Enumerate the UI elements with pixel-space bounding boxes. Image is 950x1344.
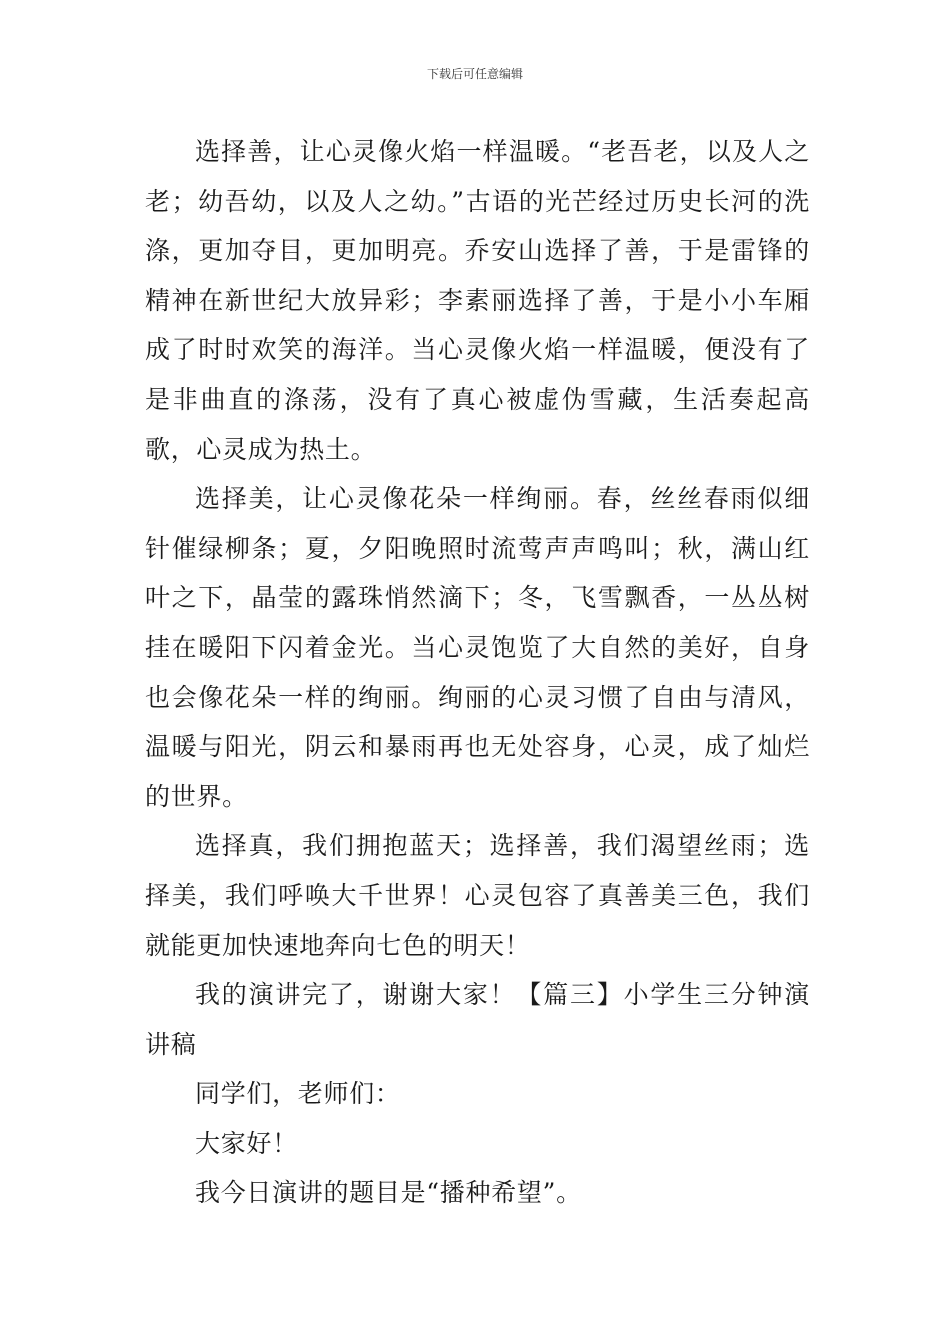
paragraph-truth-goodness-beauty: 选择真，我们拥抱蓝天；选择善，我们渴望丝雨；选择美，我们呼唤大千世界！心灵包容了真善美三色，我们就能更加快速地奔向七色的明天！ [145,831,810,960]
paragraph-greeting: 大家好！ [195,1128,298,1158]
paragraph-goodness: 选择善，让心灵像火焰一样温暖。“老吾老，以及人之老；幼吾幼，以及人之幼。”古语的光芒经过历史长河的洗涤，更加夺目，更加明亮。乔安山选择了善，于是雷锋的精神在新世纪大放异彩；李素丽选择了善，于是小小车厢成了时时欢笑的海洋。当心灵像火焰一样温暖，便没有了是非曲直的涤荡，没有了真心被虚伪雪藏，生活奏起高歌，心灵成为热土。 [145,137,810,464]
paragraph-topic: 我今日演讲的题目是“播种希望”。 [195,1178,582,1208]
page-header: 下载后可任意编辑 [426,67,523,81]
document-body [145,127,810,1218]
paragraph-closing: 我的演讲完了，谢谢大家！【篇三】小学生三分钟演讲稿 [145,980,810,1059]
paragraph-salutation: 同学们，老师们： [195,1079,401,1109]
paragraph-beauty: 选择美，让心灵像花朵一样绚丽。春，丝丝春雨似细针催绿柳条；夏，夕阳晚照时流莺声声鸣叫；秋，满山红叶之下，晶莹的露珠悄然滴下；冬，飞雪飘香，一丛丛树挂在暖阳下闪着金光。当心灵饱览了大自然的美好，自身也会像花朵一样的绚丽。绚丽的心灵习惯了自由与清风，温暖与阳光，阴云和暴雨再也无处容身，心灵，成了灿烂的世界。 [145,484,810,811]
